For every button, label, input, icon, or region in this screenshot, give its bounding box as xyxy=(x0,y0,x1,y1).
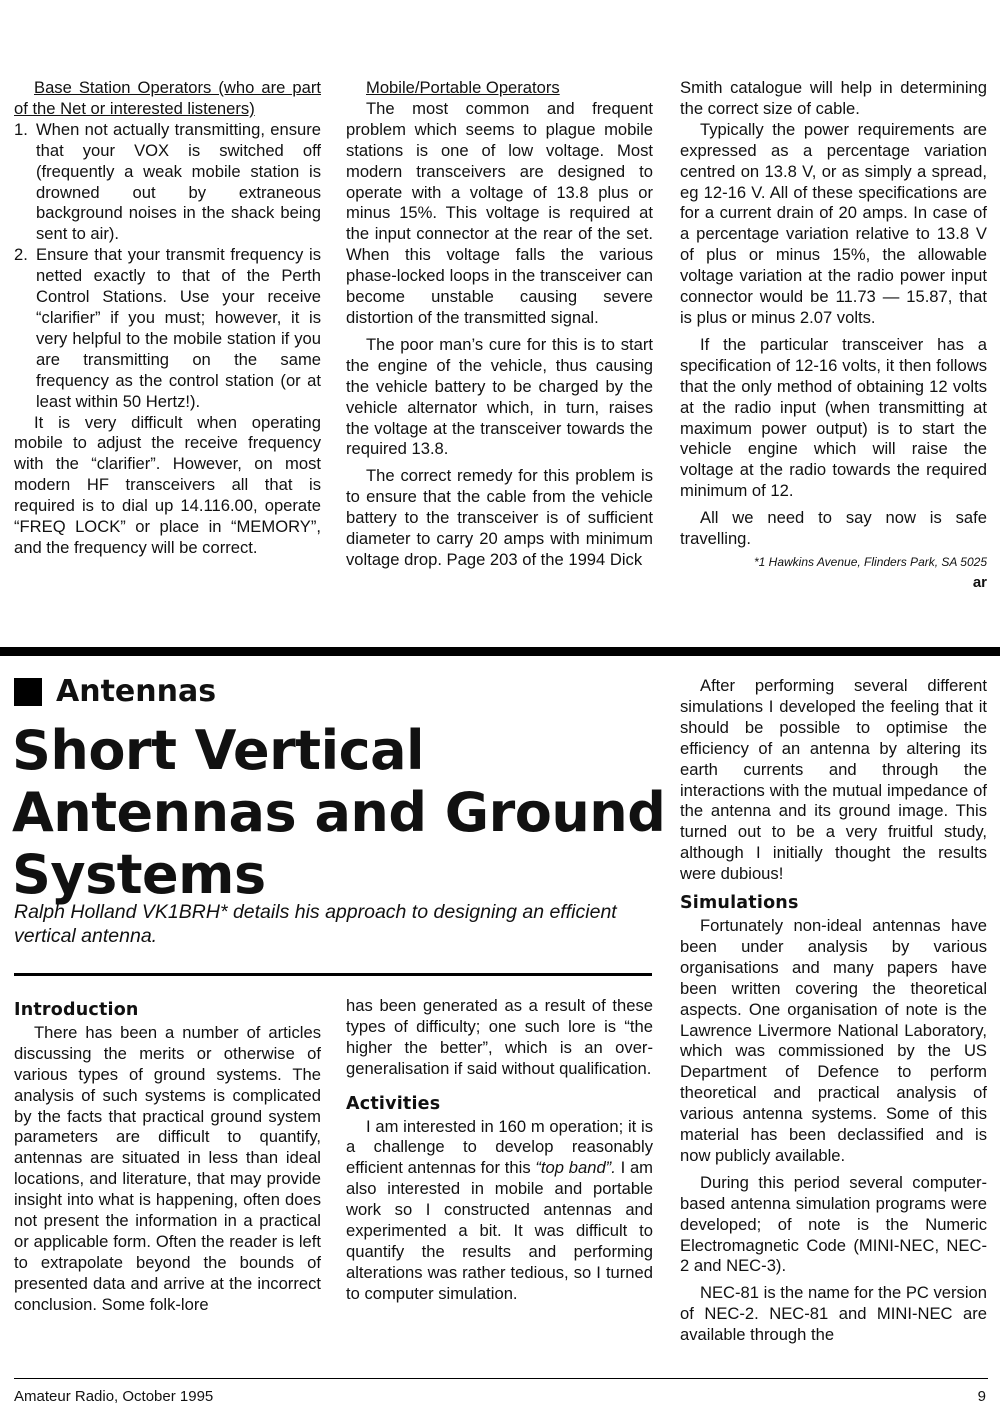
text-run: I am interested in 160 m operation; it is a challenge to develop reasonably efficient antennas for this xyxy=(346,1116,653,1178)
paragraph: Fortunately non-ideal antennas have been under analysis by various organisations and many papers have been written covering the theoretical aspects. One organisation of note is the Lawrence Livermore National Laboratory, which was commissioned by the US Department of Defence to perform theoretical and practical analysis of various antenna systems. Some of this material has been declassified and is now publicly available. xyxy=(680,915,987,1165)
paragraph: NEC-81 is the name for the PC version of NEC-2. NEC-81 and MINI-NEC are available through the xyxy=(680,1283,987,1345)
top-column-1 xyxy=(14,78,321,559)
paragraph: Smith catalogue will help in determining the correct size of cable. xyxy=(680,78,987,118)
paragraph: has been generated as a result of these types of difficulty; one such lore is “the higher the better”, which is an over-generalisation if said without qualification. xyxy=(346,996,653,1078)
paragraph: There has been a number of articles discussing the merits or otherwise of various types of ground systems. The analysis of such systems is complicated by the facts that practical ground system parameters are difficult to quantify, antennas are situated in less than ideal locations, and literature, that may provide insight into what is happening, often does not present the information in a practical or applicable form. Often the reader is left to extrapolate beyond the bounds of presented data and arrive at the incorrect conclusion. Some folk-lore xyxy=(14,1022,321,1314)
paragraph: During this period several computer-based antenna simulation programs were developed; of note is the Numeric Electromagnetic Code (MINI-NEC, NEC-2 and NEC-3). xyxy=(680,1172,987,1276)
footer-publication: Amateur Radio, October 1995 xyxy=(14,1388,214,1405)
paragraph: Typically the power requirements are expressed as a percentage variation centred on 13.8 V, or as simply a spread, eg 12-16 V. All of these specifications are for a current drain of 20 amps. In case of a percentage variation relative to 13.8 V of plus or minus 15%, the allowable voltage variation at the radio power input connector would be 11.73 — 15.87, that is plus or minus 2.07 volts. xyxy=(680,119,987,327)
square-bullet-icon xyxy=(14,678,42,706)
paragraph: If the particular transceiver has a specification of 12-16 volts, it then follows that the only method of obtaining 12 volts at the radio input (when transmitting at maximum power output) is to start the vehicle engine which will raise the voltage at the radio towards the required minimum of 12. xyxy=(680,334,987,501)
article-column-1 xyxy=(14,996,321,1316)
paragraph: The correct remedy for this problem is to ensure that the cable from the vehicle battery to the transceiver is of sufficient diameter to carry 20 amps with minimum voltage drop. Page 203 of the 1994 Dick xyxy=(346,466,653,569)
list-text: When not actually transmitting, ensure that your VOX is switched off (frequently a weak mobile station is drowned out by extraneous background noises in the shack being sent to air). xyxy=(36,119,321,244)
author-address: *1 Hawkins Avenue, Flinders Park, SA 5025 xyxy=(753,554,987,569)
title-line: Antennas and Ground xyxy=(12,781,666,844)
introduction-heading: Introduction xyxy=(14,1000,139,1020)
text-run: I am also interested in mobile and portable work so I constructed antennas and experimented a bit. It was difficult to quantify the results and performing alterations was rather tedious, so I turned to computer simulation. xyxy=(346,1158,653,1303)
article-column-3 xyxy=(680,676,987,1346)
activities-heading: Activities xyxy=(346,1093,441,1114)
section-divider xyxy=(0,647,1000,656)
paragraph: The most common and frequent problem which seems to plague mobile stations is one of low voltage. Most modern transceivers are designed to operate with a voltage of 13.8 plus or minus 15%. This voltage is required at the input connector at the rear of the set. When this voltage falls the various phase-locked loops in the transceiver can become unstable causing severe distortion of the transmitted signal. xyxy=(346,98,653,327)
list-item-2 xyxy=(14,245,321,412)
list-item-1 xyxy=(14,120,321,245)
top-column-2 xyxy=(346,78,653,571)
end-mark: ar xyxy=(972,573,987,591)
list-number: 1. xyxy=(14,119,28,139)
list-text: Ensure that your transmit frequency is netted exactly to that of the Perth Control Stations. Use your receive “clarifier” if you must; however, it is very helpful to the mobile station if you are transmitting on the same frequency as the control station (or at least within 50 Hertz!). xyxy=(36,245,321,411)
base-station-heading: Base Station Operators (who are part of the Net or interested listeners) xyxy=(14,78,321,118)
footer-rule xyxy=(14,1378,988,1379)
title-line: Short Vertical xyxy=(12,719,425,782)
paragraph xyxy=(346,1117,653,1305)
italic-run: “top band”. xyxy=(535,1158,616,1178)
paragraph: It is very difficult when operating mobile to adjust the receive frequency with the “clarifier”. However, on most modern HF transceivers all that is required is to dial up 14.116.00, operate “FREQ LOCK” or place in “MEMORY”, and the frequency will be correct. xyxy=(14,412,321,557)
mobile-portable-heading: Mobile/Portable Operators xyxy=(366,78,560,97)
page-number: 9 xyxy=(977,1388,986,1405)
top-column-3 xyxy=(680,78,987,594)
paragraph: All we need to say now is safe travelling. xyxy=(680,508,987,549)
article-column-2 xyxy=(346,996,653,1305)
paragraph: The poor man’s cure for this is to start the engine of the vehicle, thus causing the vehicle battery to be charged by the vehicle alternator which, in turn, raises the voltage at the transceiver towards the required 13.8. xyxy=(346,334,653,459)
section-label xyxy=(14,672,216,712)
title-line: Systems xyxy=(12,843,266,906)
article-title xyxy=(12,720,665,906)
list-number: 2. xyxy=(14,245,28,265)
subtitle-rule xyxy=(14,973,652,976)
paragraph: After performing several different simulations I developed the feeling that it should be possible to optimise the efficiency of an antenna by altering its earth currents and through the interactions with the mutual impedance of the antenna and its ground image. This turned out to be a very fruitful study, although I initially thought the results were dubious! xyxy=(680,676,987,884)
article-subtitle: Ralph Holland VK1BRH* details his approach to designing an efficient vertical antenna. xyxy=(14,901,617,947)
simulations-heading: Simulations xyxy=(680,893,799,914)
section-name: Antennas xyxy=(56,674,217,709)
base-station-list xyxy=(14,120,321,413)
